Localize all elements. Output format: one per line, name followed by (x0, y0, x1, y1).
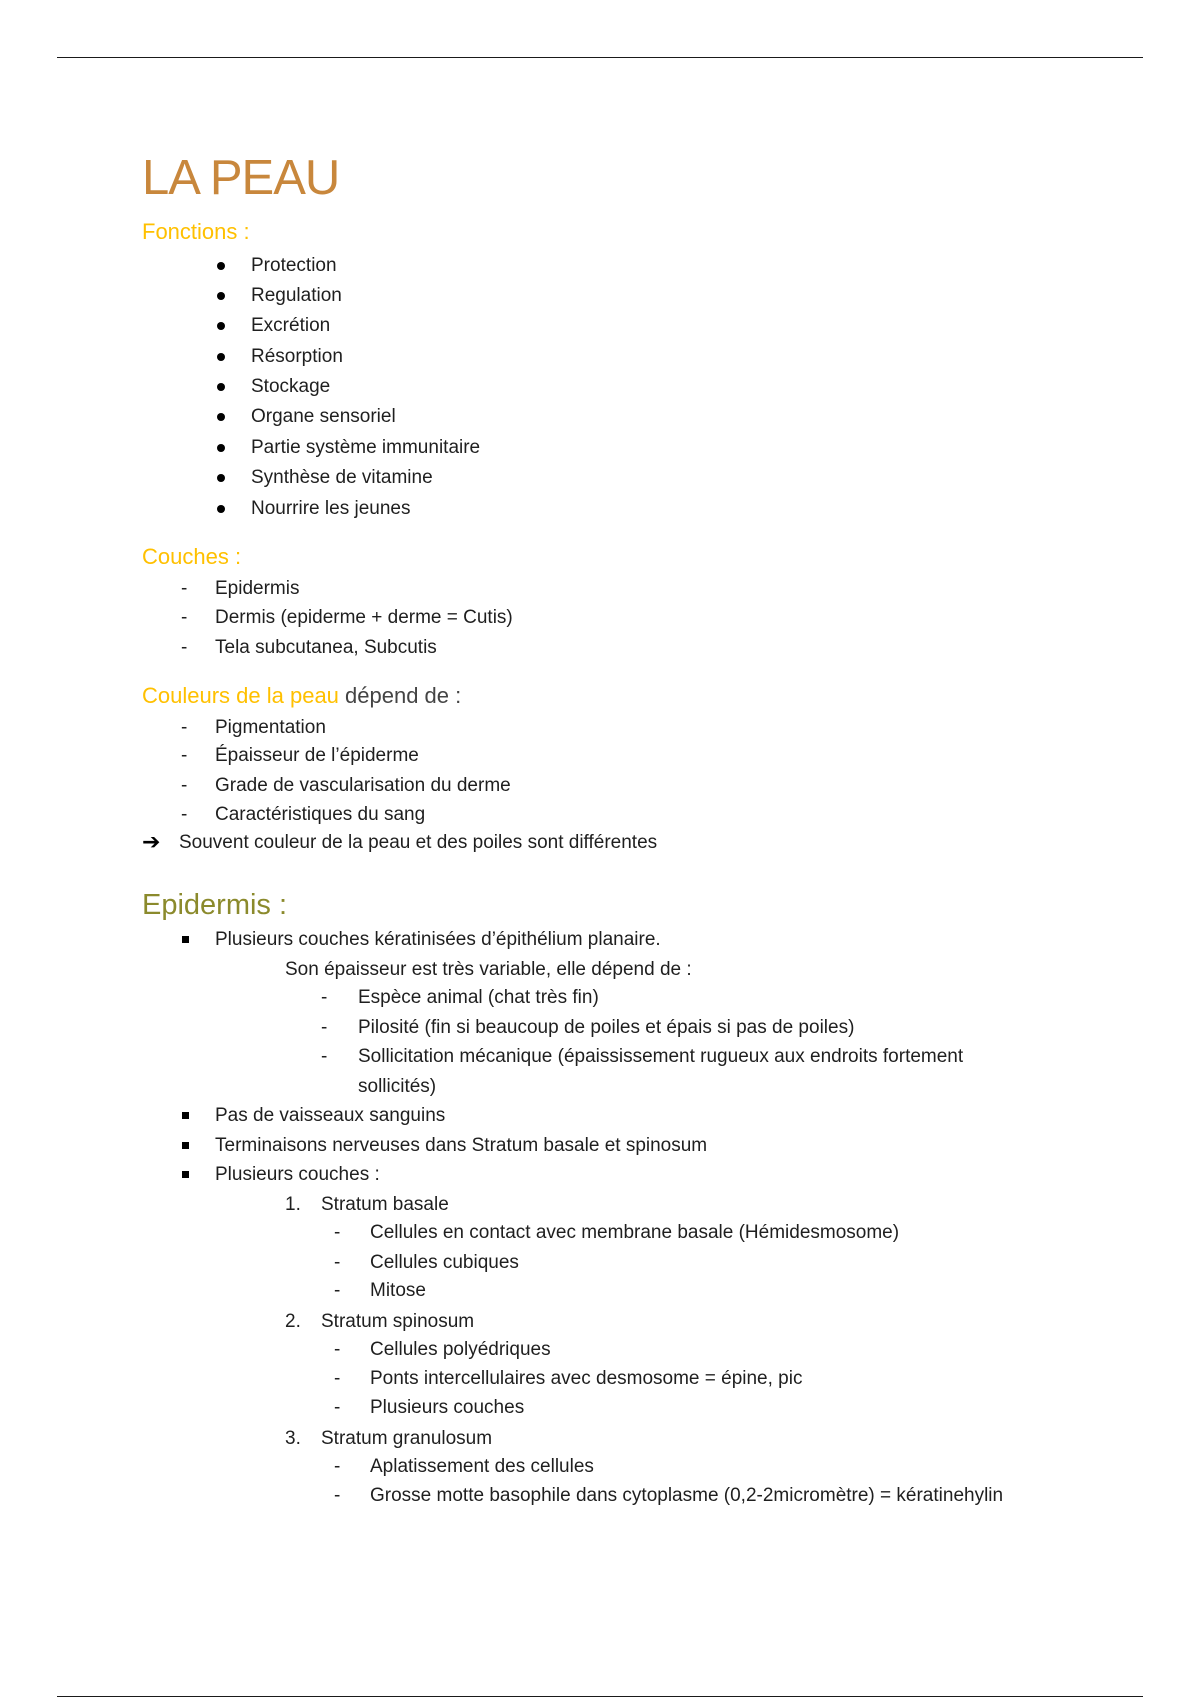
dash-marker: - (334, 1368, 341, 1389)
epidermis-subtext: Son épaisseur est très variable, elle dépend de : (285, 959, 692, 980)
list-item: Pigmentation (215, 717, 326, 738)
bullet-icon (217, 292, 225, 300)
list-item: Espèce animal (chat très fin) (358, 987, 599, 1008)
list-item: Stockage (251, 376, 331, 397)
list-item: Partie système immunitaire (251, 437, 481, 458)
couleurs-heading-suffix: dépend de : (338, 683, 462, 708)
bullet-icon (217, 505, 225, 513)
list-item: Cellules cubiques (370, 1252, 519, 1273)
layer-number: 2. (285, 1311, 301, 1332)
bullet-icon (217, 353, 225, 361)
square-bullet-icon (182, 1112, 189, 1119)
list-item: Epidermis (215, 578, 300, 599)
bullet-icon (217, 444, 225, 452)
dash-marker: - (181, 717, 188, 738)
couleurs-heading-line (142, 684, 461, 710)
list-item: Ponts intercellulaires avec desmosome = épine, pic (370, 1368, 803, 1389)
layer-number: 1. (285, 1194, 301, 1215)
dash-marker: - (334, 1339, 341, 1360)
square-bullet-icon (182, 1171, 189, 1178)
list-item: Organe sensoriel (251, 406, 396, 427)
list-item: Protection (251, 255, 337, 276)
list-item: Grade de vascularisation du derme (215, 775, 511, 796)
dash-marker: - (181, 804, 188, 825)
couleurs-conclusion: Souvent couleur de la peau et des poiles sont différentes (179, 832, 658, 853)
fonctions-heading: Fonctions : (142, 219, 250, 244)
dash-marker: - (334, 1397, 341, 1418)
list-item: Aplatissement des cellules (370, 1456, 594, 1477)
bullet-icon (217, 262, 225, 270)
dash-marker: - (181, 607, 188, 628)
epidermis-point: Pas de vaisseaux sanguins (215, 1105, 446, 1126)
list-item: Tela subcutanea, Subcutis (215, 637, 437, 658)
bullet-icon (217, 413, 225, 421)
dash-marker: - (181, 775, 188, 796)
list-item: Plusieurs couches (370, 1397, 525, 1418)
epidermis-point: Plusieurs couches : (215, 1164, 380, 1185)
dash-marker: - (334, 1252, 341, 1273)
layer-number: 3. (285, 1428, 301, 1449)
couches-heading: Couches : (142, 544, 242, 569)
dash-marker: - (181, 637, 188, 658)
dash-marker: - (334, 1456, 341, 1477)
bullet-icon (217, 474, 225, 482)
list-item: Pilosité (fin si beaucoup de poiles et épais si pas de poiles) (358, 1017, 855, 1038)
list-item-continuation: sollicités) (358, 1076, 437, 1097)
list-item: Mitose (370, 1280, 426, 1301)
epidermis-heading: Epidermis : (142, 889, 288, 921)
list-item: Dermis (epiderme + derme = Cutis) (215, 607, 513, 628)
square-bullet-icon (182, 1142, 189, 1149)
list-item: Nourrire les jeunes (251, 498, 411, 519)
dash-marker: - (181, 745, 188, 766)
list-item: Regulation (251, 285, 342, 306)
layer-name: Stratum granulosum (321, 1428, 493, 1449)
epidermis-point: Plusieurs couches kératinisées d’épithélium planaire. (215, 929, 661, 950)
list-item: Épaisseur de l’épiderme (215, 745, 419, 766)
header-rule (57, 57, 1143, 58)
list-item: Sollicitation mécanique (épaississement rugueux aux endroits fortement (358, 1046, 964, 1067)
list-item: Excrétion (251, 315, 331, 336)
list-item: Cellules en contact avec membrane basale (Hémidesmosome) (370, 1222, 900, 1243)
epidermis-point: Terminaisons nerveuses dans Stratum basale et spinosum (215, 1135, 708, 1156)
dash-marker: - (321, 987, 328, 1008)
footer-rule (57, 1696, 1143, 1697)
dash-marker: - (321, 1046, 328, 1067)
bullet-icon (217, 383, 225, 391)
dash-marker: - (181, 578, 188, 599)
bullet-icon (217, 322, 225, 330)
layer-name: Stratum spinosum (321, 1311, 475, 1332)
arrow-right-icon: ➔ (142, 829, 161, 854)
dash-marker: - (334, 1485, 341, 1506)
page-title: LA PEAU (142, 151, 340, 205)
dash-marker: - (334, 1280, 341, 1301)
layer-name: Stratum basale (321, 1194, 449, 1215)
list-item: Résorption (251, 346, 343, 367)
list-item: Caractéristiques du sang (215, 804, 426, 825)
list-item: Grosse motte basophile dans cytoplasme (0,2-2micromètre) = kératinehylin (370, 1485, 1004, 1506)
couleurs-heading: Couleurs de la peau (142, 683, 339, 708)
square-bullet-icon (182, 936, 189, 943)
dash-marker: - (334, 1222, 341, 1243)
list-item: Synthèse de vitamine (251, 467, 433, 488)
list-item: Cellules polyédriques (370, 1339, 551, 1360)
dash-marker: - (321, 1017, 328, 1038)
